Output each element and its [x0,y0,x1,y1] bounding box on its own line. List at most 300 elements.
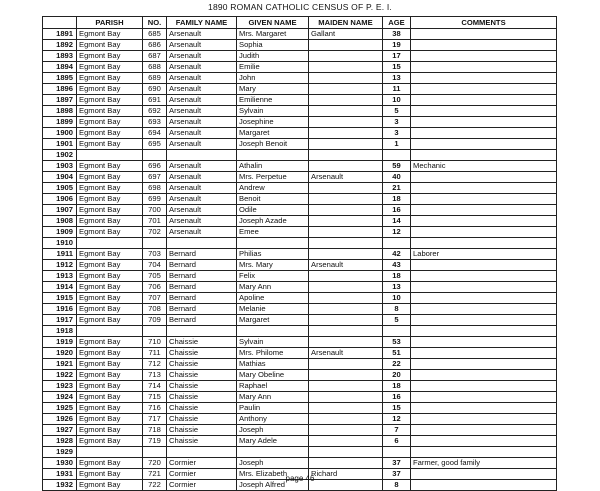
cell-parish [77,326,143,337]
cell-family-name: Chaissie [167,414,237,425]
cell-comments [411,172,557,183]
cell-record-no [143,447,167,458]
cell-family-name: Arsenault [167,194,237,205]
cell-age: 16 [383,205,411,216]
cell-age: 43 [383,260,411,271]
cell-row-number: 1895 [43,73,77,84]
table-row [43,282,557,293]
cell-record-no [143,326,167,337]
cell-comments [411,260,557,271]
cell-maiden-name [309,194,383,205]
cell-comments [411,304,557,315]
table-row [43,458,557,469]
cell-age: 3 [383,117,411,128]
cell-record-no: 699 [143,194,167,205]
cell-parish [77,447,143,458]
table-row [43,51,557,62]
cell-comments [411,227,557,238]
cell-comments [411,216,557,227]
cell-age [383,326,411,337]
cell-given-name: Raphael [237,381,309,392]
cell-age: 5 [383,315,411,326]
table-row [43,29,557,40]
cell-comments [411,84,557,95]
cell-row-number: 1902 [43,150,77,161]
cell-family-name [167,238,237,249]
cell-given-name: Felix [237,271,309,282]
cell-given-name: Joseph Azade [237,216,309,227]
cell-comments [411,436,557,447]
cell-row-number: 1892 [43,40,77,51]
cell-age [383,447,411,458]
cell-record-no: 711 [143,348,167,359]
cell-parish: Egmont Bay [77,271,143,282]
cell-parish: Egmont Bay [77,315,143,326]
table-row [43,403,557,414]
cell-age: 1 [383,139,411,150]
cell-family-name: Chaissie [167,436,237,447]
cell-age: 12 [383,227,411,238]
cell-maiden-name: Richard [309,469,383,480]
cell-row-number: 1900 [43,128,77,139]
cell-record-no: 705 [143,271,167,282]
cell-maiden-name [309,414,383,425]
cell-comments [411,414,557,425]
cell-parish: Egmont Bay [77,392,143,403]
cell-family-name: Arsenault [167,73,237,84]
cell-family-name: Arsenault [167,183,237,194]
cell-age: 10 [383,293,411,304]
cell-row-number: 1909 [43,227,77,238]
cell-given-name: Mary Ann [237,282,309,293]
cell-age: 37 [383,469,411,480]
table-body [43,29,557,491]
cell-record-no: 708 [143,304,167,315]
cell-family-name: Arsenault [167,106,237,117]
cell-row-number: 1929 [43,447,77,458]
cell-maiden-name [309,139,383,150]
header-comments: COMMENTS [411,17,557,29]
cell-record-no: 704 [143,260,167,271]
cell-age: 8 [383,480,411,491]
cell-given-name: Sophia [237,40,309,51]
cell-parish: Egmont Bay [77,249,143,260]
cell-maiden-name [309,106,383,117]
table-row [43,238,557,249]
cell-given-name: Emee [237,227,309,238]
cell-family-name: Arsenault [167,161,237,172]
cell-parish: Egmont Bay [77,117,143,128]
cell-age: 11 [383,84,411,95]
cell-given-name: Sylvain [237,106,309,117]
table-row [43,249,557,260]
cell-given-name: Mathias [237,359,309,370]
cell-row-number: 1898 [43,106,77,117]
cell-record-no: 695 [143,139,167,150]
cell-parish [77,238,143,249]
cell-given-name: Joseph Alfred [237,480,309,491]
cell-record-no: 713 [143,370,167,381]
cell-maiden-name [309,227,383,238]
cell-record-no: 690 [143,84,167,95]
cell-given-name: Mary [237,84,309,95]
cell-maiden-name [309,150,383,161]
cell-record-no: 706 [143,282,167,293]
table-row [43,183,557,194]
cell-given-name: Athalin [237,161,309,172]
table-row [43,359,557,370]
cell-given-name: Paulin [237,403,309,414]
cell-age: 18 [383,271,411,282]
cell-maiden-name [309,392,383,403]
cell-maiden-name [309,282,383,293]
cell-record-no: 697 [143,172,167,183]
cell-parish: Egmont Bay [77,106,143,117]
cell-given-name: Joseph Benoit [237,139,309,150]
cell-age: 18 [383,381,411,392]
cell-comments [411,315,557,326]
cell-row-number: 1925 [43,403,77,414]
cell-comments [411,73,557,84]
cell-given-name: Odile [237,205,309,216]
cell-maiden-name [309,128,383,139]
cell-age: 22 [383,359,411,370]
cell-row-number: 1927 [43,425,77,436]
cell-given-name: John [237,73,309,84]
cell-row-number: 1916 [43,304,77,315]
cell-record-no: 709 [143,315,167,326]
cell-record-no: 688 [143,62,167,73]
cell-family-name: Bernard [167,315,237,326]
cell-family-name: Chaissie [167,359,237,370]
table-row [43,326,557,337]
cell-row-number: 1891 [43,29,77,40]
table-row [43,392,557,403]
cell-parish: Egmont Bay [77,205,143,216]
table-row [43,304,557,315]
cell-given-name [237,326,309,337]
table-row [43,128,557,139]
cell-comments [411,194,557,205]
cell-comments [411,29,557,40]
cell-comments [411,326,557,337]
cell-maiden-name [309,304,383,315]
cell-row-number: 1932 [43,480,77,491]
table-row [43,40,557,51]
cell-parish: Egmont Bay [77,95,143,106]
cell-comments [411,359,557,370]
cell-maiden-name [309,73,383,84]
table-row [43,205,557,216]
cell-age: 18 [383,194,411,205]
cell-record-no: 719 [143,436,167,447]
cell-record-no: 701 [143,216,167,227]
cell-parish: Egmont Bay [77,84,143,95]
cell-maiden-name [309,84,383,95]
cell-parish: Egmont Bay [77,216,143,227]
cell-maiden-name [309,183,383,194]
cell-family-name: Arsenault [167,95,237,106]
cell-age: 7 [383,425,411,436]
cell-parish: Egmont Bay [77,469,143,480]
cell-comments [411,447,557,458]
cell-family-name: Cormier [167,458,237,469]
cell-maiden-name [309,249,383,260]
cell-family-name: Arsenault [167,51,237,62]
cell-comments [411,392,557,403]
cell-record-no: 702 [143,227,167,238]
cell-family-name: Chaissie [167,381,237,392]
cell-maiden-name [309,447,383,458]
cell-maiden-name [309,95,383,106]
cell-age: 12 [383,414,411,425]
cell-record-no: 696 [143,161,167,172]
cell-maiden-name: Gallant [309,29,383,40]
cell-parish: Egmont Bay [77,51,143,62]
cell-maiden-name [309,40,383,51]
header-age: AGE [383,17,411,29]
cell-given-name: Andrew [237,183,309,194]
cell-comments [411,205,557,216]
cell-given-name: Joseph [237,425,309,436]
cell-row-number: 1911 [43,249,77,260]
cell-given-name: Emilienne [237,95,309,106]
cell-comments [411,403,557,414]
cell-age: 20 [383,370,411,381]
cell-maiden-name: Arsenault [309,172,383,183]
table-row [43,216,557,227]
cell-given-name: Mrs. Margaret [237,29,309,40]
cell-age: 6 [383,436,411,447]
cell-record-no: 685 [143,29,167,40]
cell-comments [411,139,557,150]
cell-maiden-name [309,403,383,414]
cell-record-no: 700 [143,205,167,216]
cell-comments [411,40,557,51]
cell-given-name: Margaret [237,315,309,326]
table-row [43,161,557,172]
cell-parish: Egmont Bay [77,260,143,271]
cell-age: 15 [383,403,411,414]
cell-age: 8 [383,304,411,315]
cell-parish: Egmont Bay [77,359,143,370]
table-row [43,414,557,425]
cell-record-no: 718 [143,425,167,436]
cell-row-number: 1913 [43,271,77,282]
table-header-row [43,17,557,29]
cell-comments [411,51,557,62]
cell-age: 53 [383,337,411,348]
cell-maiden-name [309,370,383,381]
cell-row-number: 1926 [43,414,77,425]
cell-row-number: 1901 [43,139,77,150]
cell-age: 3 [383,128,411,139]
cell-maiden-name [309,381,383,392]
cell-given-name: Mrs. Philome [237,348,309,359]
cell-record-no [143,238,167,249]
cell-row-number: 1906 [43,194,77,205]
cell-record-no: 715 [143,392,167,403]
cell-family-name [167,447,237,458]
cell-given-name: Margaret [237,128,309,139]
cell-comments: Mechanic [411,161,557,172]
cell-record-no: 710 [143,337,167,348]
cell-family-name: Bernard [167,304,237,315]
header-no: NO. [143,17,167,29]
table-row [43,117,557,128]
cell-given-name: Benoit [237,194,309,205]
cell-parish: Egmont Bay [77,458,143,469]
cell-given-name: Anthony [237,414,309,425]
cell-age: 5 [383,106,411,117]
cell-parish: Egmont Bay [77,348,143,359]
cell-row-number: 1893 [43,51,77,62]
cell-maiden-name [309,205,383,216]
cell-parish: Egmont Bay [77,73,143,84]
cell-parish: Egmont Bay [77,304,143,315]
cell-age [383,150,411,161]
cell-parish: Egmont Bay [77,293,143,304]
cell-parish: Egmont Bay [77,161,143,172]
cell-family-name: Arsenault [167,205,237,216]
cell-record-no: 721 [143,469,167,480]
header-row-number [43,17,77,29]
cell-comments [411,62,557,73]
cell-family-name: Chaissie [167,392,237,403]
cell-row-number: 1914 [43,282,77,293]
cell-given-name: Mrs. Perpetue [237,172,309,183]
cell-maiden-name [309,436,383,447]
table-row [43,337,557,348]
cell-age: 59 [383,161,411,172]
cell-row-number: 1910 [43,238,77,249]
table-row [43,315,557,326]
cell-record-no: 714 [143,381,167,392]
cell-parish: Egmont Bay [77,370,143,381]
cell-row-number: 1931 [43,469,77,480]
cell-record-no: 716 [143,403,167,414]
cell-maiden-name [309,425,383,436]
cell-row-number: 1915 [43,293,77,304]
cell-row-number: 1904 [43,172,77,183]
cell-age: 15 [383,62,411,73]
cell-family-name: Arsenault [167,172,237,183]
table-row [43,348,557,359]
cell-parish: Egmont Bay [77,194,143,205]
table-row [43,425,557,436]
cell-parish: Egmont Bay [77,480,143,491]
cell-given-name: Philias [237,249,309,260]
cell-record-no: 698 [143,183,167,194]
cell-maiden-name: Arsenault [309,260,383,271]
page-title: 1890 ROMAN CATHOLIC CENSUS OF P. E. I. [208,2,392,12]
cell-family-name: Cormier [167,480,237,491]
cell-age: 14 [383,216,411,227]
cell-age: 21 [383,183,411,194]
cell-maiden-name [309,326,383,337]
cell-parish: Egmont Bay [77,403,143,414]
cell-given-name [237,150,309,161]
cell-family-name: Chaissie [167,425,237,436]
cell-maiden-name [309,51,383,62]
cell-comments [411,282,557,293]
cell-record-no: 712 [143,359,167,370]
header-family-name: FAMILY NAME [167,17,237,29]
table-row [43,293,557,304]
cell-maiden-name [309,216,383,227]
cell-record-no: 703 [143,249,167,260]
cell-family-name: Chaissie [167,370,237,381]
cell-age: 13 [383,282,411,293]
cell-family-name: Bernard [167,249,237,260]
cell-record-no: 686 [143,40,167,51]
cell-comments: Farmer, good family [411,458,557,469]
cell-record-no: 689 [143,73,167,84]
cell-parish: Egmont Bay [77,139,143,150]
cell-maiden-name [309,458,383,469]
table-row [43,139,557,150]
cell-parish [77,150,143,161]
cell-given-name: Mrs. Elizabeth [237,469,309,480]
cell-maiden-name [309,62,383,73]
cell-comments: Laborer [411,249,557,260]
cell-row-number: 1905 [43,183,77,194]
cell-comments [411,95,557,106]
cell-family-name: Chaissie [167,403,237,414]
cell-parish: Egmont Bay [77,282,143,293]
header-parish: PARISH [77,17,143,29]
cell-family-name: Arsenault [167,40,237,51]
cell-comments [411,337,557,348]
table-row [43,436,557,447]
cell-maiden-name [309,238,383,249]
cell-family-name: Bernard [167,271,237,282]
cell-family-name: Bernard [167,260,237,271]
cell-record-no: 687 [143,51,167,62]
cell-maiden-name [309,271,383,282]
table-row [43,62,557,73]
cell-family-name: Arsenault [167,117,237,128]
table-row [43,150,557,161]
cell-comments [411,348,557,359]
cell-age: 42 [383,249,411,260]
cell-given-name: Judith [237,51,309,62]
cell-comments [411,381,557,392]
cell-given-name: Mary Adele [237,436,309,447]
cell-comments [411,238,557,249]
cell-comments [411,293,557,304]
cell-parish: Egmont Bay [77,172,143,183]
cell-row-number: 1928 [43,436,77,447]
cell-comments [411,425,557,436]
cell-record-no: 717 [143,414,167,425]
cell-row-number: 1923 [43,381,77,392]
table-row [43,260,557,271]
cell-row-number: 1903 [43,161,77,172]
cell-given-name: Apoline [237,293,309,304]
cell-given-name: Joseph [237,458,309,469]
cell-family-name: Arsenault [167,62,237,73]
cell-given-name: Melanie [237,304,309,315]
cell-family-name [167,150,237,161]
cell-family-name: Arsenault [167,227,237,238]
cell-record-no: 707 [143,293,167,304]
cell-family-name: Bernard [167,293,237,304]
cell-parish: Egmont Bay [77,128,143,139]
cell-given-name: Mary Ann [237,392,309,403]
table-row [43,73,557,84]
cell-record-no: 691 [143,95,167,106]
